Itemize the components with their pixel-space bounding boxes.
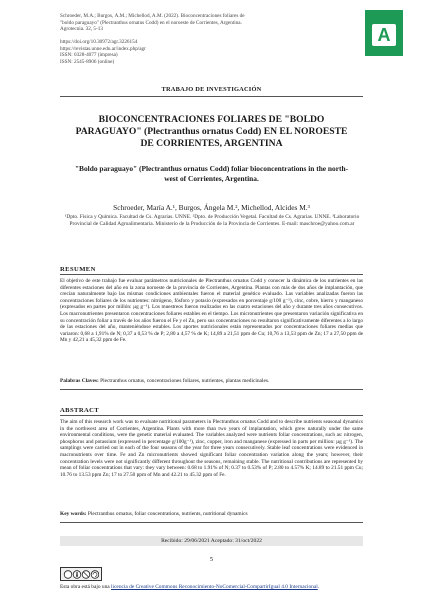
received-accepted-dates: Recibido: 29/06/2021 Aceptado: 31/oct/2022 [60, 536, 363, 546]
journal-logo [365, 10, 403, 56]
keywords-text: Plectranthus ornatus, foliar concentrations, nutrients, nutritional dynamics [87, 511, 248, 517]
page-number: 5 [209, 556, 214, 563]
creative-commons-badge[interactable] [60, 567, 102, 581]
section-type-label: TRABAJO DE INVESTIGACIÓN [161, 86, 262, 93]
cc-by-nc-sa-icon [63, 570, 99, 579]
abstract-divider [60, 415, 363, 416]
resumen-heading: RESUMEN [60, 266, 96, 273]
keywords [60, 511, 363, 518]
article-title-spanish: BIOCONCENTRACIONES FOLIARES DE "BOLDO PARAGUAYO" (Plectranthus ornatus Codd) EN EL NOROESTE DE CORRIENTES, ARGENTINA [75, 114, 348, 149]
section-divider [60, 96, 363, 97]
resumen-divider [60, 274, 363, 275]
resumen-text: El objetivo de este trabajo fue evaluar parámetros nutricionales de Plectranthus ornatus Codd y conocer la dinámica de los nutrientes en las diferentes estaciones del año en la zona noroeste de la provincia de Corrientes, Argentina. Plantas con más de dos años de implantación, que crecían naturalmente bajo las mismas condiciones ambientales fueron el material genético evaluado. Las variables analizadas fueron las concentraciones foliares de los nutrientes: nitrógeno, fósforo y potasio (expresados en porcentaje g/100 g⁻¹), cinc, cobre, hierro y manganeso (expresados en partes por millón: µg g⁻¹). Los muestreos fueron realizados en las cuatro estaciones del año y durante tres años consecutivos. Los macronutrientes presentaron concentraciones foliares estables en el tiempo. Los micronutrientes que presentaron variación significativa en su concentración foliar a través de los años fueron el Fe y el Zn, pero sus concentraciones no resultaron significativamente diferentes a lo largo de las estaciones del año, manteniéndose estables. Los aportes nutricionales están representados por concentraciones foliares medias que variaron: 0,68 a 1,91% de N; 0,37 a 0,53 % de P; 2,80 a 4,57 % de K; 14,89 a 21,51 ppm de Cu; 10,76 a 13,53 ppm de Zn; 17 a 27,50 ppm de Mn y 42,21 a 45,32 ppm de Fe. [60, 278, 363, 344]
citation-line: Schroeder, M.A.; Burgos, Á.M.; Michellod, A.M. (2022). Bioconcentraciones foliares de [60, 13, 245, 19]
article-title-english: "Boldo paraguayo" (Plectranthus ornatus Codd) foliar bioconcentrations in the north-west of Corrientes, Argentina. [74, 164, 349, 183]
palabras-clave-label: Palabras Claves: [60, 378, 99, 384]
license-suffix: . [317, 584, 320, 590]
abstract-heading: ABSTRACT [60, 407, 100, 414]
palabras-clave-text: Plectranthus ornatus, concentraciones foliares, nutrientes, plantas medicinales. [100, 378, 270, 384]
authors-line: Schroeder, María A.¹, Burgos, Ángela M.², Michellod, Alcides M.³ [113, 203, 310, 212]
affiliations: ¹Dpto. Física y Química. Facultad de Cs. Agrarias. UNNE. ²Dpto. de Producción Vegetal. Facultad de Cs. Agrarias. UNNE. ³Laboratorio Provincial de Calidad Agroalimentaria. Ministerio de la Producción de la Provincia de Corrientes. E-mail: maschroe@yahoo.com.ar [64, 214, 360, 227]
logo-letter: A [372, 24, 396, 46]
license-notice [60, 584, 400, 591]
license-prefix: Esta obra está bajo una [60, 584, 112, 590]
abstract-text: The aim of this research work was to evaluate nutritional parameters in Plectranthus ornatus Codd and to describe nutrients seasonal dynamics in the northwest area of Corrientes, Argentina. Plants with more than two years of implantation, which grew naturally under the same environmental conditions, were the genetic material evaluated. The variables analyzed were nutrients foliar concentrations, such as: nitrogen, phosphorus and potassium (expressed in percentage g/100g⁻¹), zinc, copper, iron and manganese (expressed in parts per million: µg g⁻¹). The samplings were carried out in each of the four seasons of the year for three years consecutively. Stable leaf concentrations were evidenced in macronutrients over time. Fe and Zn micronutrients showed significant foliar concentration variation along the years; however, their concentration levels were not significantly different throughout the seasons, remaining stable. The nutritional contributions are represented by mean of foliar concentrations that vary: they vary between: 0.68 to 1.91% of N; 0.37 to 0.53% of P; 2.80 to 4.57% K; 14.89 to 21.51 ppm Cu; 10.76 to 13.53 ppm Zn; 17 to 27.50 ppm of Mn and 42.21 to 45.32 ppm of Fe. [60, 419, 363, 478]
citation-line: "boldo paraguayo" (Plectranthus ornatus Codd) en el noroeste de Corrientes, Argentina. [60, 19, 242, 26]
keywords-label: Key words: [60, 511, 87, 517]
doi-link[interactable]: https://doi.org/10.30972/agr.3226154 [60, 39, 138, 45]
journal-url-link[interactable]: https://revistas.unne.edu.ar/index.php/agr [60, 45, 146, 52]
issn-online: ISSN: 2545-8906 (online) [60, 58, 115, 65]
palabras-divider [60, 389, 363, 390]
keywords-divider [60, 522, 363, 523]
license-link[interactable]: licencia de Creative Commons Reconocimiento-NoComercial-CompartirIgual 4.0 Internacional [111, 584, 318, 590]
citation-block [60, 13, 360, 65]
issn-print: ISSN: 0328-4077 (impresa) [60, 52, 118, 58]
palabras-clave [60, 378, 363, 385]
citation-line: Agrotecnia. 32, 5-13 [60, 26, 103, 32]
